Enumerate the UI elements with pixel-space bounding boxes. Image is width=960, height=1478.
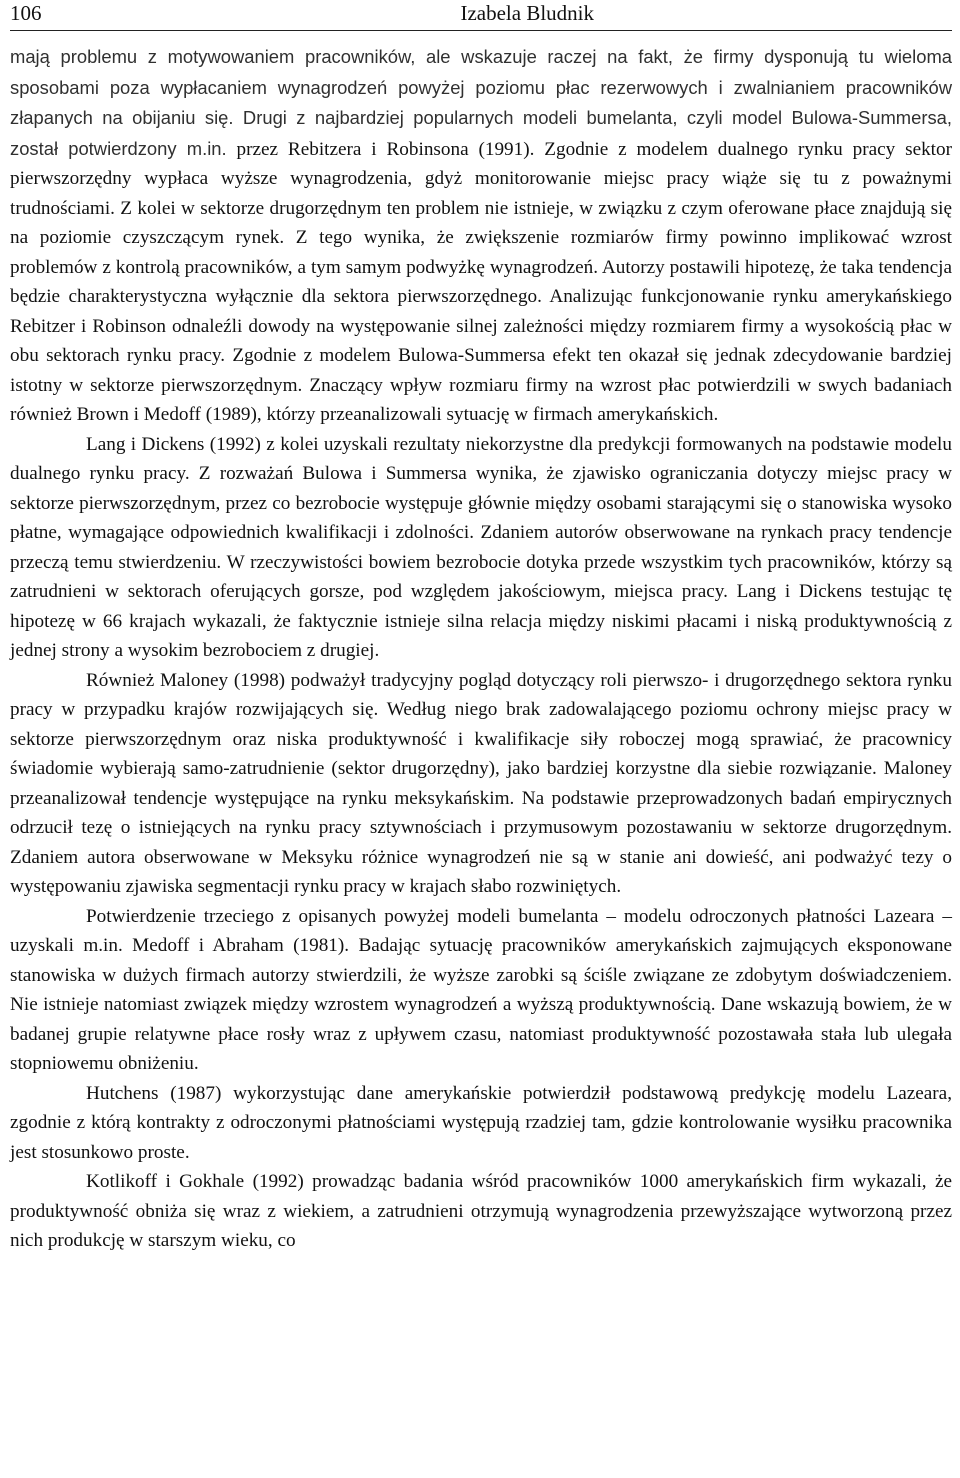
- page-number: 106: [10, 1, 42, 25]
- paragraph-2: Lang i Dickens (1992) z kolei uzyskali rezultaty niekorzystne dla predykcji formowanych na podstawie modelu dualnego rynku pracy. Z rozważań Bulowa i Summersa wynika, że zjawisko ograniczania dotyczy miejsc pracy w sektorze pierwszorzędnym, przez co bezrobocie występuje głównie między osobami starającymi się o stanowiska wysoko płatne, wymagające odpowiednich kwalifikacji i zdolności. Zdaniem autorów obserwowane na rynkach pracy tendencje przeczą temu stwierdzeniu. W rzeczywistości bowiem bezrobocie dotyka przede wszystkim tych pracowników, którzy są zatrudnieni w sektorach oferujących gorsze, pod względem jakościowym, miejsca pracy. Lang i Dickens testując tę hipotezę w 66 krajach wykazali, że faktycznie istnieje silna relacja między niskimi płacami i niską produktywnością z jednej strony a wysokim bezrobociem z drugiej.: [10, 433, 952, 661]
- paragraph-4: Potwierdzenie trzeciego z opisanych powyżej modeli bumelanta – modelu odroczonych płatności Lazeara – uzyskali m.in. Medoff i Abraham (1981). Badając sytuację pracowników amerykańskich zajmujących eksponowane stanowiska w dużych firmach autorzy stwierdzili, że wyższe zarobki są ściśle związane ze zdobytym doświadczeniem. Nie istnieje natomiast związek między wzrostem wynagrodzeń a wyższą produktywnością. Dane wskazują bowiem, że w badanej grupie relatywne płace rosły wraz z upływem czasu, natomiast produktywność pozostawała stała lub ulegała stopniowemu obniżeniu.: [10, 905, 952, 1074]
- running-head-author: Izabela Bludnik: [460, 1, 594, 25]
- page: [10, 0, 952, 1478]
- paragraph-1-sans-segment: mają problemu z motywowaniem pracowników, ale wskazuje raczej na fakt, że firmy dysponują tu wieloma sposobami poza wypłacaniem wynagrodzeń powyżej poziomu płac rezerwowych i zwalnianiem pracowników złapanych na obijaniu się. Drugi z najbardziej popularnych modeli bumelanta, czyli model Bulowa-Summersa, został potwierdzony m.in.: [10, 46, 952, 159]
- paragraph-5: Hutchens (1987) wykorzystując dane amerykańskie potwierdził podstawową predykcję modelu Lazeara, zgodnie z którą kontrakty z odroczonymi płatnościami występują rzadziej tam, gdzie kontrolowanie wysiłku pracownika jest stosunkowo proste.: [10, 1082, 952, 1163]
- page-header: [10, 0, 952, 31]
- paragraph-1-serif-segment: przez Rebitzera i Robinsona (1991). Zgodnie z modelem dualnego rynku pracy sektor pierwszorzędny wypłaca wyższe wynagrodzenia, gdyż monitorowanie miejsc pracy wiąże się tu z poważnymi trudnościami. Z kolei w sektorze drugorzędnym ten problem nie istnieje, w związku z czym oferowane płace znajdują się na poziomie czyszczącym rynek. Z tego wynika, że zwiększenie rozmiarów firmy powinno implikować wzrost problemów z kontrolą pracowników, a tym samym podwyżkę wynagrodzeń. Autorzy postawili hipotezę, że taka tendencja będzie charakterystyczna wyłącznie dla sektora pierwszorzędnego. Analizując funkcjonowanie rynku amerykańskiego Rebitzer i Robinson odnaleźli dowody na występowanie silnej zależności między rozmiarem firmy a wysokością płac w obu sektorach rynku pracy. Zgodnie z modelem Bulowa-Summersa efekt ten okazał się jednak zdecydowanie bardziej istotny w sektorze pierwszorzędnym. Znaczący wpływ rozmiaru firmy na wzrost płac potwierdzili w swych badaniach również Brown i Medoff (1989), którzy przeanalizowali sytuację w firmach amerykańskich.: [10, 138, 952, 425]
- paragraph-1: [10, 42, 952, 430]
- paragraph-6: Kotlikoff i Gokhale (1992) prowadząc badania wśród pracowników 1000 amerykańskich firm wykazali, że produktywność obniża się wraz z wiekiem, a zatrudnieni otrzymują wynagrodzenia przewyższające wytworzoną przez nich produkcję w starszym wieku, co: [10, 1171, 952, 1251]
- paragraph-3: Również Maloney (1998) podważył tradycyjny pogląd dotyczący roli pierwszo- i drugorzędnego sektora rynku pracy w przypadku krajów rozwijających się. Według niego brak zadowalającego poziomu ochrony miejsc pracy w sektorze pierwszorzędnym oraz niska produktywność i kwalifikacje siły roboczej mogą sprawiać, że pracownicy świadomie wybierają samo-zatrudnienie (sektor drugorzędny), jako bardziej korzystne dla siebie rozwiązanie. Maloney przeanalizował tendencje występujące na rynku meksykańskim. Na podstawie przeprowadzonych badań empirycznych odrzucił tezę o istniejących na rynku pracy sztywnościach i przymusowym pozostawaniu w sektorze drugorzędnym. Zdaniem autora obserwowane w Meksyku różnice wynagrodzeń nie są w stanie ani dowieść, ani podważyć tezy o występowaniu zjawiska segmentacji rynku pracy w krajach słabo rozwiniętych.: [10, 669, 952, 897]
- body-text: [10, 42, 952, 1256]
